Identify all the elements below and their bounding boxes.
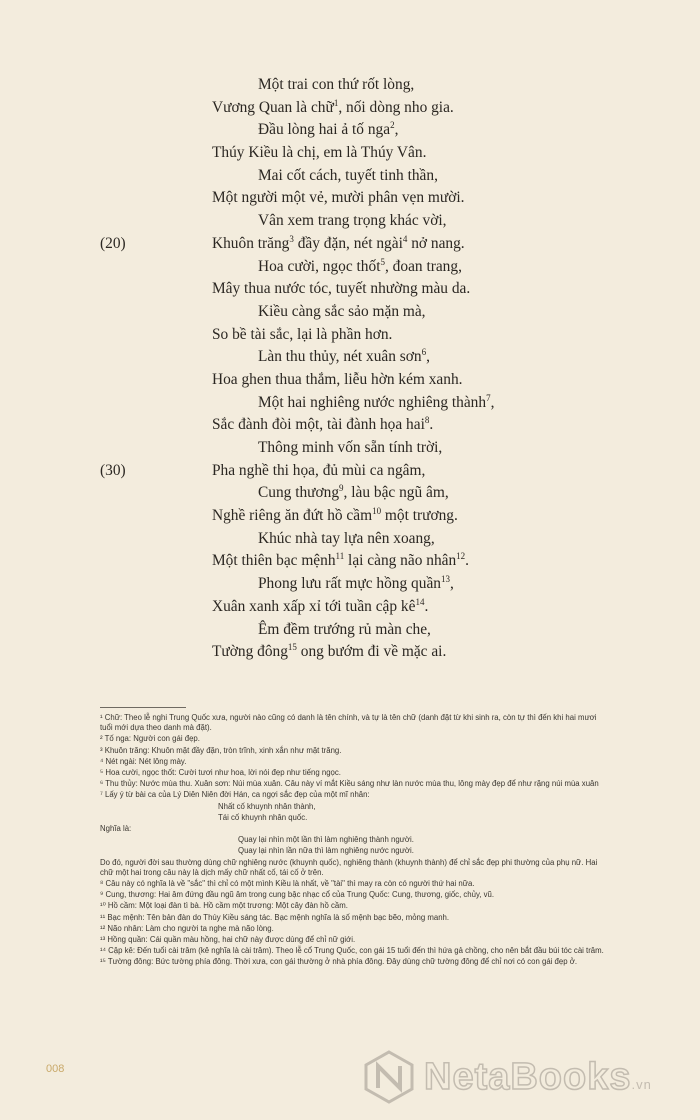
poem-line: [0, 482, 700, 505]
verse-text: Vương Quan là chữ: [212, 98, 334, 116]
poem-line: [0, 165, 700, 188]
footnote: ⁵ Hoa cười, ngọc thốt: Cười tươi như hoa, lời nói đẹp như tiếng ngọc.: [100, 768, 341, 778]
line-number: (30): [100, 461, 126, 479]
poem-line: [0, 414, 700, 437]
watermark-text: [424, 1056, 652, 1099]
poem-line-text: [212, 414, 433, 437]
poem-line: [0, 392, 700, 415]
poem-line: [0, 573, 700, 596]
netabooks-logo-icon: [362, 1050, 416, 1104]
verse-text: Một trai con thứ rốt lòng,: [258, 76, 415, 93]
line-number: (20): [100, 234, 126, 252]
footnote: ¹ Chữ: Theo lễ nghi Trung Quốc xưa, người nào cũng có danh là tên chính, và tự là tên chữ (danh đặt từ khi sinh ra, còn tự thì đến khi hai mươi tuổi mới dựa theo danh mà đặt).: [100, 713, 597, 733]
footnote: ¹⁴ Cập kê: Đến tuổi cài trâm (kê nghĩa là cài trâm). Theo lễ cổ Trung Quốc, con gái 15 tuổi đến thì hứa gả chồng, cho nên bắt đầu búi tóc cài trâm.: [100, 946, 604, 956]
poem-line: [0, 233, 700, 256]
verse-text: Vân xem trang trọng khác vời,: [258, 212, 447, 230]
verse-text: So bề tài sắc, lại là phần hơn.: [212, 325, 393, 343]
poem-line-text: [258, 165, 438, 188]
footnote-divider: [100, 707, 186, 708]
poem-line-text: [212, 505, 458, 528]
footnote-ref: 11: [335, 551, 345, 562]
verse-text: Phong lưu rất mực hồng quần: [258, 575, 441, 593]
footnote: Nhất cố khuynh nhân thành,: [218, 801, 316, 811]
verse-text: .: [429, 416, 434, 434]
poem-line: [0, 505, 700, 528]
verse-text: ,: [449, 575, 454, 593]
poem-line: [0, 550, 700, 573]
footnote: ⁹ Cung, thương: Hai âm đứng đầu ngũ âm trong cung bậc nhạc cổ của Trung Quốc: Cung, thương, giốc, chủy, vũ.: [100, 890, 495, 900]
poem-line-text: [258, 256, 462, 279]
verse-text: Một người một vẻ, mười phân vẹn mười.: [212, 189, 465, 207]
footnote: ¹⁵ Tường đông: Bức tường phía đông. Thời xưa, con gái thường ở nhà phía đông. Đây dùng chữ tường đông để chỉ nơi có con gái đẹp ở.: [100, 957, 578, 967]
footnotes: [100, 713, 608, 969]
poem-line-text: [258, 437, 442, 460]
verse-text: Tường đông: [212, 643, 288, 661]
footnote: Nghĩa là:: [100, 824, 132, 834]
verse-text: Hoa ghen thua thắm, liễu hờn kém xanh.: [212, 370, 463, 388]
poem-line-text: [212, 596, 428, 619]
poem-line-text: [212, 324, 392, 347]
verse-text: , nối dòng nho gia.: [338, 98, 454, 116]
poem-line-text: [258, 619, 431, 642]
footnote-ref: 15: [287, 642, 297, 653]
footnote: Tái cố khuynh nhân quốc.: [218, 812, 308, 822]
poem-line-text: [258, 119, 398, 142]
footnote-ref: 9: [339, 483, 344, 494]
poem-line-text: [258, 74, 414, 97]
footnote: Quay lại nhìn một lần thì làm nghiêng thành người.: [238, 835, 414, 845]
poem-line-text: [212, 550, 469, 573]
verse-text: ,: [490, 393, 495, 411]
poem-line-text: [212, 142, 426, 165]
verse-text: Hoa cười, ngọc thốt: [258, 257, 381, 275]
verse-text: Mây thua nước tóc, tuyết nhường màu da.: [212, 280, 471, 298]
poem-line-text: [212, 369, 462, 392]
footnote-ref: 13: [440, 574, 450, 585]
footnote: ⁷ Lấy ý từ bài ca của Lý Diên Niên đời Hán, ca ngợi sắc đẹp của một mĩ nhân:: [100, 790, 370, 800]
footnote: ⁴ Nét ngài: Nét lông mày.: [100, 756, 187, 766]
poem-line-text: [258, 301, 426, 324]
footnote: ¹³ Hồng quần: Cái quần màu hồng, hai chữ này được dùng để chỉ nữ giới.: [100, 935, 356, 945]
footnote: Quay lại nhìn lần nữa thì làm nghiêng nước người.: [238, 846, 414, 856]
verse-text: .: [424, 597, 429, 615]
footnote-ref: 2: [390, 120, 395, 131]
verse-text: nở nang.: [407, 234, 465, 252]
footnote: ³ Khuôn trăng: Khuôn mặt đầy đặn, tròn trĩnh, xinh xắn như mặt trăng.: [100, 745, 342, 755]
poem-line: [0, 641, 700, 664]
verse-text: , làu bậc ngũ âm,: [343, 484, 449, 502]
verse-text: Pha nghề thi họa, đủ mùi ca ngâm,: [212, 461, 426, 479]
verse-text: Mai cốt cách, tuyết tinh thần,: [258, 166, 438, 184]
poem-line-text: [258, 392, 494, 415]
poem-line: [0, 187, 700, 210]
verse-text: ,: [426, 348, 430, 366]
poem-line: [0, 437, 700, 460]
footnote-ref: 10: [372, 506, 382, 517]
verse-text: lại càng não nhân: [344, 552, 457, 570]
poem-line-text: [212, 460, 425, 483]
verse-text: Thúy Kiều là chị, em là Thúy Vân.: [212, 144, 427, 162]
poem-line: [0, 301, 700, 324]
page-number: 008: [46, 1063, 65, 1075]
watermark: [362, 1046, 692, 1108]
poem-line: [0, 528, 700, 551]
footnote-ref: 1: [333, 97, 339, 108]
poem-line: [0, 210, 700, 233]
poem-line: [0, 596, 700, 619]
verse-text: Nghề riêng ăn đứt hồ cầm: [212, 507, 373, 525]
verse-text: Êm đềm trướng rủ màn che,: [258, 620, 431, 638]
footnote-ref: 8: [424, 415, 430, 426]
watermark-suffix: .vn: [631, 1077, 652, 1092]
poem-line-text: [258, 528, 435, 551]
poem-line-text: [212, 233, 465, 256]
footnote-ref: 14: [415, 596, 425, 607]
verse-text: Một thiên bạc mệnh: [212, 552, 336, 570]
verse-text: Khúc nhà tay lựa nên xoang,: [258, 529, 435, 547]
poem-line-text: [212, 641, 446, 664]
poem: [0, 74, 700, 664]
watermark-brand: NetaBooks: [424, 1056, 632, 1098]
poem-line: [0, 619, 700, 642]
footnote: ¹⁰ Hồ cầm: Một loại đàn tì bà. Hồ cầm một trương: Một cây đàn hồ cầm.: [100, 901, 348, 911]
footnote: ¹² Não nhân: Làm cho người ta nghe mà não lòng.: [100, 923, 274, 933]
poem-line-text: [258, 346, 430, 369]
poem-line: [0, 74, 700, 97]
verse-text: Làn thu thủy, nét xuân sơn: [258, 348, 422, 366]
poem-line: [0, 278, 700, 301]
footnote-ref: 6: [421, 347, 427, 358]
footnote-ref: 12: [456, 551, 466, 562]
footnote: ⁶ Thu thủy: Nước mùa thu. Xuân sơn: Núi mùa xuân. Câu này ví mắt Kiều sáng như làn nước mùa thu, lông mày đẹp để như rặng núi mùa xuân: [100, 779, 599, 789]
footnote-ref: 7: [486, 392, 491, 403]
footnote-ref: 4: [402, 233, 408, 244]
verse-text: Thông minh vốn sẵn tính trời,: [258, 439, 443, 456]
verse-text: Một hai nghiêng nước nghiêng thành: [258, 393, 487, 411]
poem-line: [0, 142, 700, 165]
verse-text: Kiều càng sắc sảo mặn mà,: [258, 302, 426, 320]
verse-text: .: [465, 552, 470, 570]
verse-text: Đầu lòng hai ả tố nga: [258, 121, 391, 139]
poem-line: [0, 324, 700, 347]
poem-line-text: [212, 278, 470, 301]
verse-text: một trương.: [381, 507, 458, 525]
poem-line: [0, 256, 700, 279]
verse-text: ,: [394, 121, 399, 139]
poem-line-text: [212, 97, 454, 120]
verse-text: Khuôn trăng: [212, 234, 290, 252]
footnote: Do đó, người đời sau thường dùng chữ nghiêng nước (khuynh quốc), nghiêng thành (khuynh thành) để chỉ sắc đẹp phi thường của phụ nữ. Hai chữ một hai trong câu này là dịch mấy chữ nhất cố, tái cố ở trên.: [100, 857, 598, 877]
verse-text: Xuân xanh xấp xỉ tới tuần cập kê: [212, 597, 416, 615]
verse-text: , đoan trang,: [384, 257, 462, 275]
footnote: ¹¹ Bạc mệnh: Tên bản đàn do Thúy Kiều sáng tác. Bạc mệnh nghĩa là số mệnh bạc bẽo, mỏng manh.: [100, 912, 450, 922]
poem-line-text: [258, 573, 454, 596]
verse-text: ong bướm đi về mặc ai.: [296, 643, 447, 661]
poem-line: [0, 346, 700, 369]
poem-line-text: [212, 187, 465, 210]
footnote-ref: 5: [380, 256, 385, 267]
poem-line: [0, 460, 700, 483]
footnote: ² Tố nga: Người con gái đẹp.: [100, 734, 200, 744]
footnote-ref: 3: [289, 233, 294, 244]
verse-text: Cung thương: [258, 484, 340, 502]
poem-line: [0, 369, 700, 392]
verse-text: đầy đặn, nét ngài: [293, 234, 403, 252]
verse-text: Sắc đành đòi một, tài đành họa hai: [212, 416, 425, 434]
poem-line: [0, 119, 700, 142]
poem-line-text: [258, 482, 449, 505]
poem-line: [0, 97, 700, 120]
footnote: ⁸ Câu này có nghĩa là về "sắc" thì chỉ có một mình Kiều là nhất, về "tài" thì may ra còn có người thứ hai nữa.: [100, 879, 475, 889]
poem-line-text: [258, 210, 447, 233]
